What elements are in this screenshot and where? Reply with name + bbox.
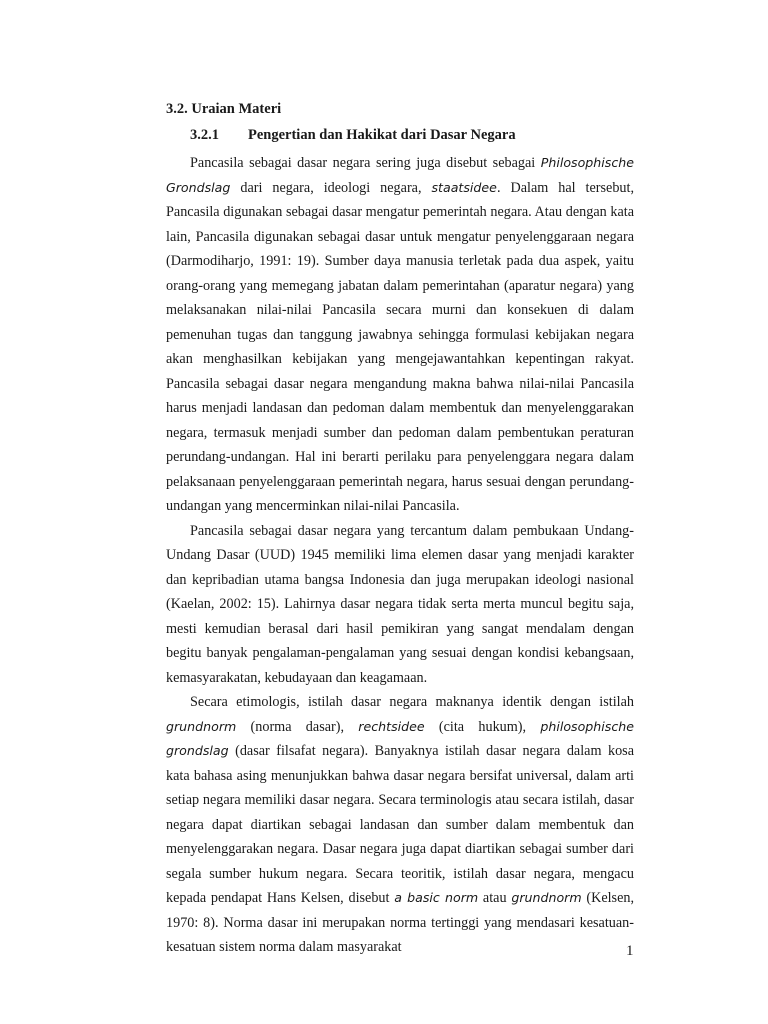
page-number: 1 <box>626 943 634 959</box>
paragraph-2-text-1: Pancasila sebagai dasar negara yang tercantum dalam pembukaan Undang-Undang Dasar (UUD) 1945 memiliki lima elemen dasar yang menjadi karakter dan kepribadian utama bangsa Indonesia dan juga merupakan ideologi nasional (Kaelan, 2002: 15). Lahirnya dasar negara tidak serta merta muncul begitu saja, mesti kemudian berasal dari hasil pemikiran yang sangat mendalam dengan begitu banyak pengalaman-pengalaman yang sesuai dengan kondisi kebangsaan, kemasyarakatan, kebudayaan dan keagamaan. <box>166 522 634 686</box>
section-heading: 3.2. Uraian Materi <box>166 101 282 117</box>
paragraph-1-text-1: Pancasila sebagai dasar negara sering juga disebut sebagai <box>190 155 541 171</box>
paragraph-1-text-2: dari negara, ideologi negara, <box>230 179 432 196</box>
paragraph-3-text-5: atau <box>478 890 512 906</box>
subsection-title: Pengertian dan Hakikat dari Dasar Negara <box>248 127 516 143</box>
subsection-number: 3.2.1 <box>190 127 219 143</box>
subsection-heading <box>190 125 516 145</box>
paragraph-2 <box>166 519 634 691</box>
paragraph-3 <box>166 690 634 960</box>
paragraph-3-italic-term-2: rechtsidee <box>358 718 425 734</box>
paragraph-1-italic-term-2: staatsidee <box>431 179 497 195</box>
paragraph-3-italic-term-1: grundnorm <box>166 718 237 734</box>
paragraph-3-text-4: (dasar filsafat negara). Banyaknya istilah dasar negara dalam kosa kata bahasa asing menunjukkan bahwa dasar negara bersifat universal, dalam arti setiap negara memiliki dasar negara. Secara terminologis atau secara istilah, dasar negara dapat diartikan sebagai landasan dan sumber dalam membentuk dan menyelenggarakan negara. Dasar negara juga dapat diartikan sebagai sumber dari segala sumber hukum negara. Secara teoritik, istilah dasar negara, mengacu kepada pendapat Hans Kelsen, disebut <box>166 743 634 906</box>
paragraph-3-text-3: (cita hukum), <box>424 718 541 735</box>
paragraph-3-text-2: (norma dasar), <box>236 718 359 735</box>
paragraph-3-text-1: Secara etimologis, istilah dasar negara maknanya identik dengan istilah <box>190 694 634 710</box>
paragraph-3-italic-term-3: philosophische grondslag <box>166 718 634 758</box>
paragraph-1-italic-term-1: Philosophische Grondslag <box>166 155 634 195</box>
paragraph-3-text-6: (Kelsen, 1970: 8). Norma dasar ini merupakan norma tertinggi yang mendasari kesatuan-kesatuan sistem norma dalam masyarakat <box>166 890 635 955</box>
paragraph-1-text-3: . Dalam hal tersebut, Pancasila digunakan sebagai dasar mengatur pemerintah negara. Atau dengan kata lain, Pancasila digunakan sebagai dasar untuk mengatur penyelenggaraan negara (Darmodiharjo, 1991: 19). Sumber daya manusia terletak pada dua aspek, yaitu orang-orang yang memegang jabatan dalam pemerintahan (aparatur negara) yang melaksanakan nilai-nilai Pancasila secara murni dan konsekuen di dalam pemenuhan tugas dan tanggung jawabnya sehingga formulasi kebijakan negara akan menghasilkan kebijakan yang mengejawantahkan kepentingan rakyat. Pancasila sebagai dasar negara mengandung makna bahwa nilai-nilai Pancasila harus menjadi landasan dan pedoman dalam membentuk dan menyelenggarakan negara, termasuk menjadi sumber dan pedoman dalam pembentukan peraturan perundang-undangan. Hal ini berarti perilaku para penyelenggara negara dalam pelaksanaan penyelenggaraan pemerintah negara, harus sesuai dengan perundang-undangan yang mencerminkan nilai-nilai Pancasila. <box>166 179 634 514</box>
paragraph-3-italic-term-4: a basic norm <box>394 890 479 905</box>
body-text <box>166 151 634 960</box>
paragraph-1 <box>166 151 634 519</box>
paragraph-3-italic-term-5: grundnorm <box>511 890 582 905</box>
